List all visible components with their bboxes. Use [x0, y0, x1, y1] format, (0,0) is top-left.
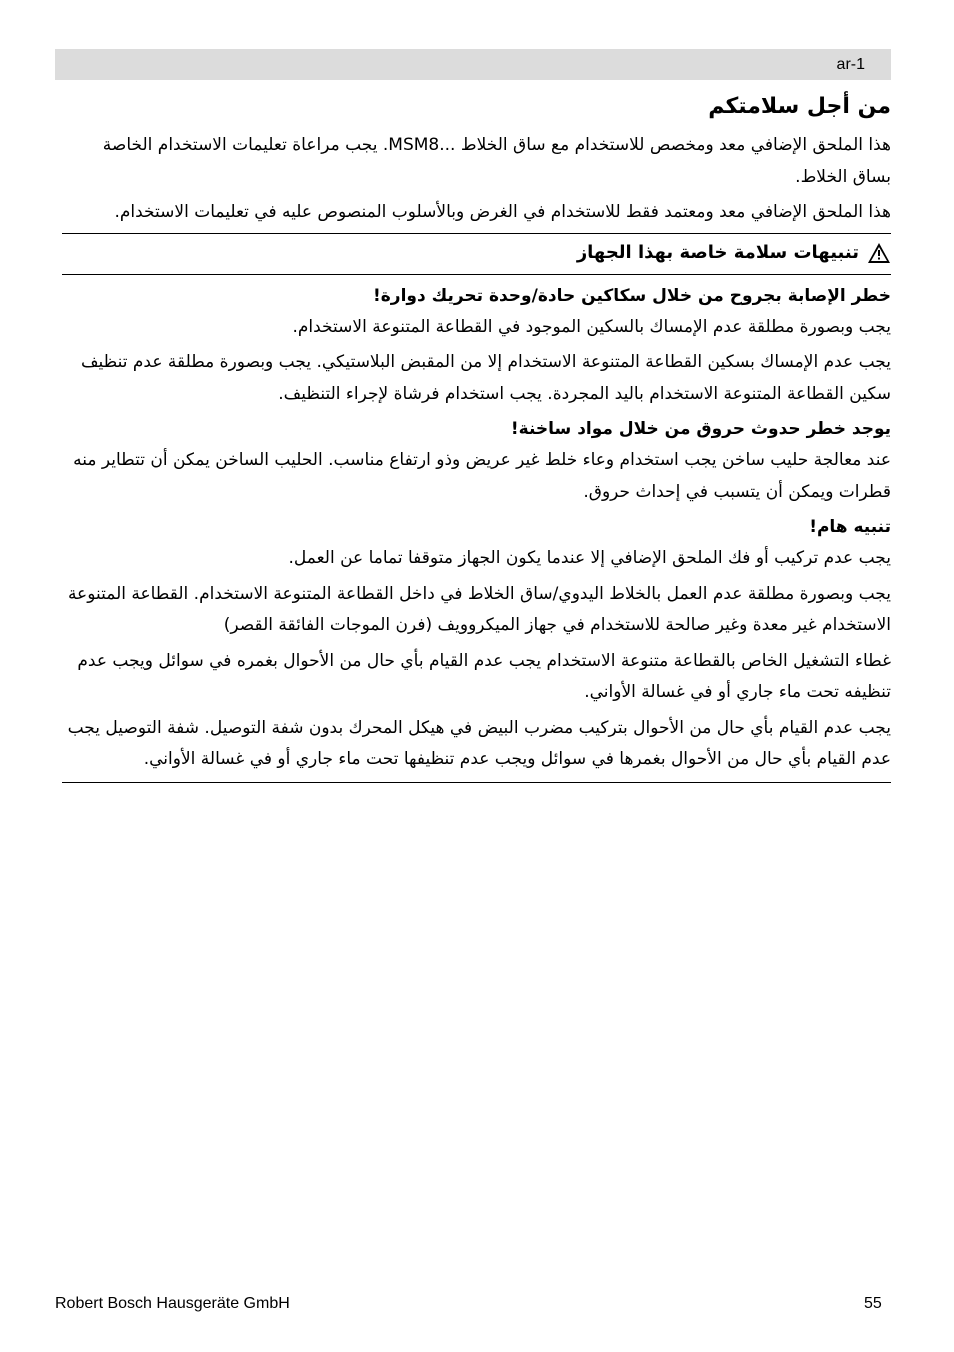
header-bar — [55, 49, 891, 80]
warning-triangle-icon — [867, 242, 891, 264]
section-heading: يوجد خطر حدوث حروق من خلال مواد ساخنة! — [510, 419, 891, 439]
safety-warning-box — [62, 233, 891, 275]
section-paragraph: يجب عدم تركيب أو فك الملحق الإضافي إلا عندما يكون الجهاز متوقفا تماما عن العمل. — [288, 548, 891, 568]
page-code: ar-1 — [836, 56, 865, 73]
footer-company: Robert Bosch Hausgeräte GmbH — [55, 1295, 290, 1312]
safety-warning-title: تنبيهات سلامة خاصة بهذا الجهاز — [576, 241, 859, 263]
section-heading: تنبيه هام! — [809, 517, 891, 537]
page-title: من أجل سلامتكم — [708, 94, 891, 119]
section-paragraph: يجب عدم الإمساك بسكين القطاعة المتنوعة الاستخدام إلا من المقبض البلاستيكي. يجب وبصورة مطلقة عدم تنظيف سكين القطاعة المتنوعة الاستخدام باليد المجردة. يجب استخدام فرشاة لإجراء التنظيف. — [80, 352, 891, 404]
section-paragraph: عند معالجة حليب ساخن يجب استخدام وعاء خلط غير عريض وذو ارتفاع مناسب. الحليب الساخن يمكن أن تتطاير منه قطرات ويمكن أن يتسبب في إحداث حروق. — [73, 450, 891, 502]
intro-paragraph: هذا الملحق الإضافي معد ومخصص للاستخدام مع ساق الخلاط ...MSM8. يجب مراعاة تعليمات الاستخدام الخاصة بساق الخلاط. — [102, 135, 891, 187]
bottom-rule — [62, 782, 891, 783]
document-content — [62, 92, 891, 783]
page-number: 55 — [864, 1295, 882, 1312]
section-heading: خطر الإصابة بجروح من خلال سكاكين حادة/وحدة تحريك دوارة! — [373, 285, 891, 306]
section-paragraph: غطاء التشغيل الخاص بالقطاعة متنوعة الاستخدام يجب عدم القيام بأي حال من الأحوال بغمره في سوائل ويجب عدم تنظيفه تحت ماء جاري أو في غسالة الأواني. — [77, 650, 891, 702]
section-paragraph: يجب عدم القيام بأي حال من الأحوال بتركيب مضرب البيض في هيكل المحرك بدون شفة التوصيل. شفة التوصيل يجب عدم القيام بأي حال من الأحوال بغمرها في سوائل ويجب عدم تنظيفها تحت ماء جاري أو في غسالة الأواني. — [67, 717, 891, 769]
section-paragraph: يجب وبصورة مطلقة عدم الإمساك بالسكين الموجود في القطاعة المتنوعة الاستخدام. — [292, 316, 891, 337]
section-paragraph: يجب وبصورة مطلقة عدم العمل بالخلاط اليدوي/ساق الخلاط في داخل القطاعة المتنوعة الاستخدام. القطاعة المتنوعة الاستخدام غير معدة وغير صالحة للاستخدام في جهاز الميكروويف (فرن الموجات الفائقة القصر) — [67, 583, 891, 635]
intro-paragraph: هذا الملحق الإضافي معد ومعتمد فقط للاستخدام في الغرض وبالأسلوب المنصوص عليه في تعليمات الاستخدام. — [114, 202, 891, 222]
